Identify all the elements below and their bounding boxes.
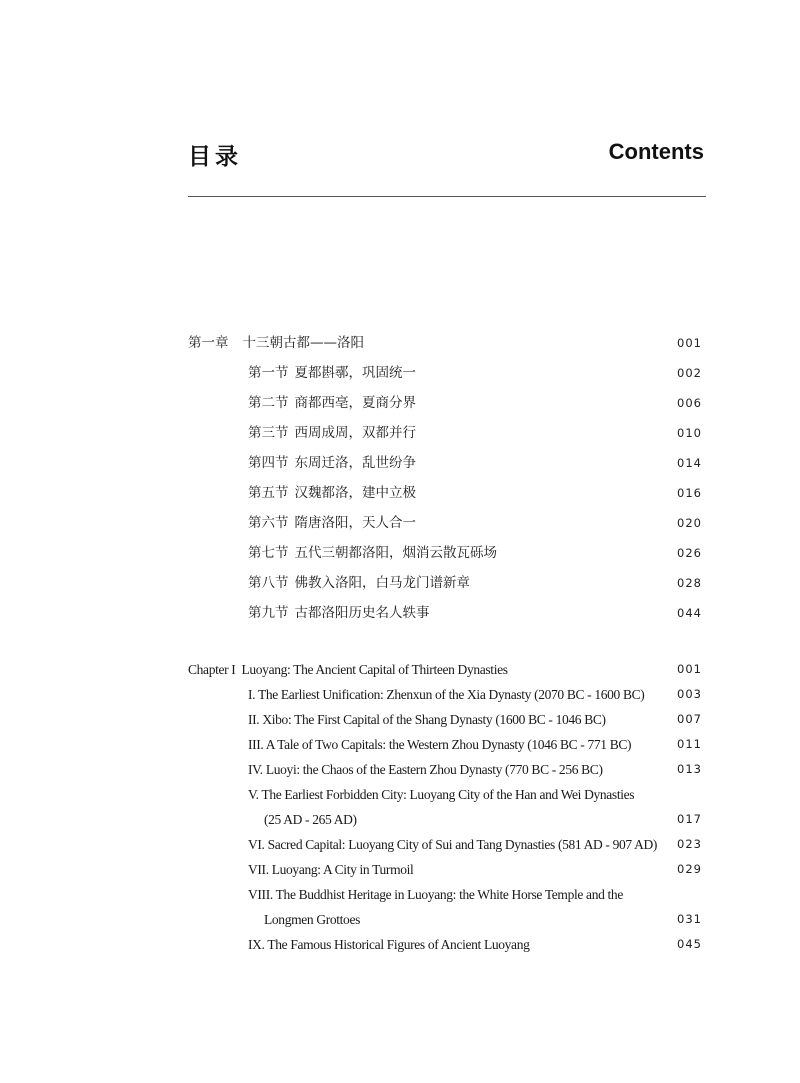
toc-cn-section-page: 014 bbox=[677, 456, 702, 470]
toc-cn-section-number: 第六节 bbox=[248, 515, 289, 531]
toc-cn-section-label bbox=[188, 388, 416, 418]
toc-en-chapter-page: 001 bbox=[677, 662, 702, 676]
toc-cn-section-number: 第二节 bbox=[248, 395, 289, 411]
header-divider bbox=[188, 196, 706, 197]
toc-en-section-title: VIII. The Buddhist Heritage in Luoyang: the White Horse Temple and the bbox=[248, 887, 623, 902]
toc-cn-section-page: 020 bbox=[677, 516, 702, 530]
toc-cn-section-title: 夏都斟鄩，巩固统一 bbox=[294, 365, 416, 381]
toc-en-section-row[interactable] bbox=[188, 682, 702, 707]
toc-en-section-title-continued: (25 AD - 265 AD) bbox=[264, 812, 357, 827]
toc-en-section-title: III. A Tale of Two Capitals: the Western Zhou Dynasty (1046 BC - 771 BC) bbox=[248, 737, 632, 752]
toc-en-section-row[interactable] bbox=[188, 832, 702, 857]
toc-cn-section-page: 002 bbox=[677, 366, 702, 380]
toc-en-section-page: 023 bbox=[677, 837, 702, 851]
toc-cn-section-page: 044 bbox=[677, 606, 702, 620]
toc-cn-chapter-number: 第一章 bbox=[188, 335, 229, 351]
toc-cn-section-title: 五代三朝都洛阳，烟消云散瓦砾场 bbox=[294, 545, 497, 561]
toc-cn-section-title: 佛教入洛阳，白马龙门谱新章 bbox=[294, 575, 470, 591]
toc-en-section-page: 011 bbox=[677, 737, 702, 751]
toc-en-section-title: VI. Sacred Capital: Luoyang City of Sui and Tang Dynasties (581 AD - 907 AD) bbox=[248, 837, 658, 852]
toc-en-section-title-continued: Longmen Grottoes bbox=[264, 912, 361, 927]
toc-cn-section-number: 第四节 bbox=[248, 455, 289, 471]
toc-cn-section-label bbox=[188, 418, 416, 448]
toc-cn-section-row[interactable] bbox=[188, 538, 702, 568]
toc-cn-section-number: 第一节 bbox=[248, 365, 289, 381]
toc-en-section-page: 029 bbox=[677, 862, 702, 876]
toc-en-section-title: I. The Earliest Unification: Zhenxun of the Xia Dynasty (2070 BC - 1600 BC) bbox=[248, 687, 645, 702]
toc-cn-section-page: 016 bbox=[677, 486, 702, 500]
toc-cn-section-label bbox=[188, 478, 416, 508]
toc-cn-section-page: 028 bbox=[677, 576, 702, 590]
toc-cn-section-title: 商都西亳，夏商分界 bbox=[294, 395, 416, 411]
toc-cn-chapter-title: 十三朝古都——洛阳 bbox=[242, 335, 364, 351]
toc-en-section-row[interactable] bbox=[188, 707, 702, 732]
toc-cn-chapter-row[interactable] bbox=[188, 328, 702, 358]
toc-en-section-page: 003 bbox=[677, 687, 702, 701]
toc-cn-section-row[interactable] bbox=[188, 358, 702, 388]
toc-cn-section-label bbox=[188, 508, 416, 538]
toc-cn-section-label bbox=[188, 568, 470, 598]
toc-cn-chapter-page: 001 bbox=[677, 336, 702, 350]
toc-cn-section-page: 010 bbox=[677, 426, 702, 440]
toc-cn-section-row[interactable] bbox=[188, 418, 702, 448]
toc-cn-section-row[interactable] bbox=[188, 598, 702, 628]
toc-cn-section-label bbox=[188, 358, 416, 388]
toc-en-chapter-row[interactable] bbox=[188, 657, 702, 682]
page-title-english: Contents bbox=[608, 139, 704, 164]
toc-en-section-page: 017 bbox=[677, 812, 702, 826]
toc-en-section-page: 031 bbox=[677, 912, 702, 926]
toc-cn-section-title: 汉魏都洛，建中立极 bbox=[294, 485, 416, 501]
toc-cn-section-number: 第八节 bbox=[248, 575, 289, 591]
toc-cn-section-label bbox=[188, 538, 497, 568]
toc-cn-chapter-label bbox=[188, 328, 364, 358]
toc-cn-section-row[interactable] bbox=[188, 388, 702, 418]
toc-en-section-row[interactable] bbox=[188, 932, 702, 957]
toc-en-section-row[interactable] bbox=[188, 757, 702, 782]
toc-en-section-title: IX. The Famous Historical Figures of Ancient Luoyang bbox=[248, 937, 530, 952]
toc-cn-section-row[interactable] bbox=[188, 478, 702, 508]
toc-en-chapter-label bbox=[188, 657, 508, 682]
toc-cn-section-title: 古都洛阳历史名人轶事 bbox=[294, 605, 430, 621]
toc-en-section-row-continued[interactable] bbox=[188, 807, 702, 832]
toc-en-section-page: 007 bbox=[677, 712, 702, 726]
toc-cn-section-number: 第九节 bbox=[248, 605, 289, 621]
toc-cn-section-title: 隋唐洛阳，天人合一 bbox=[294, 515, 416, 531]
toc-cn-section-page: 006 bbox=[677, 396, 702, 410]
toc-en-section-title: IV. Luoyi: the Chaos of the Eastern Zhou Dynasty (770 BC - 256 BC) bbox=[248, 762, 603, 777]
toc-cn-section-row[interactable] bbox=[188, 568, 702, 598]
toc-cn-section-number: 第五节 bbox=[248, 485, 289, 501]
toc-en-chapter-number: Chapter I bbox=[188, 662, 236, 677]
toc-cn-section-row[interactable] bbox=[188, 508, 702, 538]
toc-en-section-row[interactable] bbox=[188, 732, 702, 757]
toc-en-chapter-title: Luoyang: The Ancient Capital of Thirteen Dynasties bbox=[241, 662, 508, 677]
toc-cn-section-page: 026 bbox=[677, 546, 702, 560]
toc-cn-section-number: 第三节 bbox=[248, 425, 289, 441]
toc-cn-section-title: 西周成周，双都并行 bbox=[294, 425, 416, 441]
toc-cn-section-label bbox=[188, 448, 416, 478]
toc-cn-section-row[interactable] bbox=[188, 448, 702, 478]
toc-en-section-page: 045 bbox=[677, 937, 702, 951]
page-title-chinese: 目录 bbox=[188, 144, 242, 170]
toc-cn-section-number: 第七节 bbox=[248, 545, 289, 561]
toc-en-section-title: II. Xibo: The First Capital of the Shang Dynasty (1600 BC - 1046 BC) bbox=[248, 712, 606, 727]
toc-chinese bbox=[188, 328, 702, 628]
toc-cn-section-title: 东周迁洛，乱世纷争 bbox=[294, 455, 416, 471]
toc-en-section-title: V. The Earliest Forbidden City: Luoyang City of the Han and Wei Dynasties bbox=[248, 787, 635, 802]
toc-cn-section-label bbox=[188, 598, 430, 628]
toc-en-section-row[interactable] bbox=[188, 782, 702, 807]
toc-en-section-row-continued[interactable] bbox=[188, 907, 702, 932]
toc-en-section-row[interactable] bbox=[188, 882, 702, 907]
toc-english bbox=[188, 657, 702, 957]
toc-en-section-row[interactable] bbox=[188, 857, 702, 882]
toc-en-section-title: VII. Luoyang: A City in Turmoil bbox=[248, 862, 414, 877]
toc-en-section-page: 013 bbox=[677, 762, 702, 776]
